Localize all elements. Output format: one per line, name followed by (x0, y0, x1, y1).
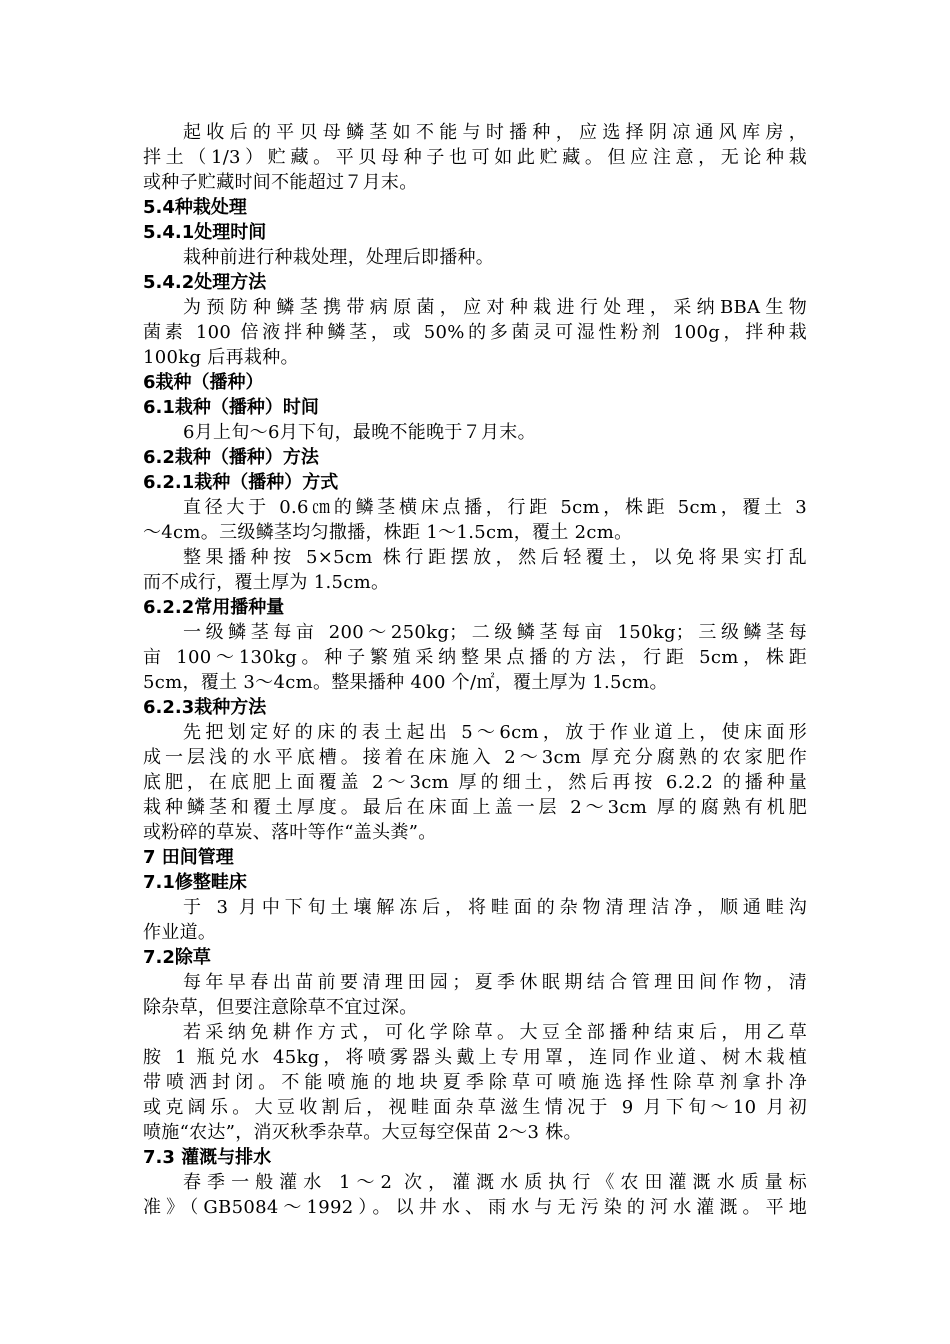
section-heading: 6栽种（播种） (143, 372, 264, 393)
paragraph-line: 直径大于 0.6㎝的鳞茎横床点播，行距 5cm，株距 5cm，覆土 3 (183, 497, 807, 518)
paragraph-line: 准》（GB5084～1992）。以井水、雨水与无污染的河水灌溉。平地 (143, 1197, 807, 1218)
paragraph-line: 亩 100～130kg。种子繁殖采纳整果点播的方法，行距 5cm，株距 (143, 647, 807, 668)
paragraph-line: 或种子贮藏时间不能超过７月末。 (143, 172, 418, 193)
paragraph-line: ～4cm。三级鳞茎均匀撒播，株距 1～1.5cm，覆土 2cm。 (143, 522, 633, 543)
section-heading: 5.4.2处理方法 (143, 272, 267, 293)
paragraph-line: 起收后的平贝母鳞茎如不能与时播种，应选择阴凉通风库房， (183, 122, 807, 143)
section-heading: 6.2.2常用播种量 (143, 597, 285, 618)
section-heading: 6.2.3栽种方法 (143, 697, 267, 718)
paragraph-line: 栽种鳞茎和覆土厚度。最后在床面上盖一层 2～3cm 厚的腐熟有机肥 (143, 797, 807, 818)
paragraph-line: 或克阔乐。大豆收割后，视畦面杂草滋生情况于 9 月下旬～10 月初 (143, 1097, 807, 1118)
paragraph-line: 除杂草，但要注意除草不宜过深。 (143, 997, 418, 1018)
section-heading: 7 田间管理 (143, 847, 234, 868)
paragraph-line: 或粉碎的草炭、落叶等作“盖头粪”。 (143, 822, 437, 843)
paragraph-line: 菌素 100 倍液拌种鳞茎，或 50%的多菌灵可湿性粉剂 100g，拌种栽 (143, 322, 807, 343)
section-heading: 6.2栽种（播种）方法 (143, 447, 319, 468)
paragraph-line: 先把划定好的床的表土起出 5～6cm，放于作业道上，使床面形 (183, 722, 807, 743)
paragraph-line: 成一层浅的水平底槽。接着在床施入 2～3cm 厚充分腐熟的农家肥作 (143, 747, 807, 768)
paragraph-line: 春季一般灌水 1～2 次，灌溉水质执行《农田灌溉水质量标 (183, 1172, 807, 1193)
paragraph-line: 100kg 后再栽种。 (143, 347, 299, 368)
section-heading: 7.2除草 (143, 947, 211, 968)
paragraph-line: 每年早春出苗前要清理田园；夏季休眠期结合管理田间作物，清 (183, 972, 807, 993)
section-heading: 7.3 灌溉与排水 (143, 1147, 272, 1168)
paragraph-line: 底肥，在底肥上面覆盖 2～3cm 厚的细土，然后再按 6.2.2 的播种量 (143, 772, 807, 793)
paragraph-line: 若采纳免耕作方式，可化学除草。大豆全部播种结束后，用乙草 (183, 1022, 807, 1043)
section-heading: 5.4种栽处理 (143, 197, 247, 218)
paragraph-line: 拌土（1/3）贮藏。平贝母种子也可如此贮藏。但应注意，无论种栽 (143, 147, 807, 168)
paragraph-line: 带喷洒封闭。不能喷施的地块夏季除草可喷施选择性除草剂拿扑净 (143, 1072, 807, 1093)
paragraph-line: 于 3 月中下旬土壤解冻后，将畦面的杂物清理洁净，顺通畦沟 (183, 897, 807, 918)
paragraph-line: 5cm，覆土 3～4cm。整果播种 400 个/㎡，覆土厚为 1.5cm。 (143, 672, 668, 693)
paragraph-line: 整果播种按 5×5cm 株行距摆放，然后轻覆土，以免将果实打乱 (183, 547, 807, 568)
paragraph-line: 作业道。 (143, 922, 217, 943)
section-heading: 5.4.1处理时间 (143, 222, 267, 243)
paragraph-line: 6月上旬～6月下旬，最晚不能晚于７月末。 (183, 422, 536, 443)
paragraph-line: 胺 1 瓶兑水 45kg，将喷雾器头戴上专用罩，连同作业道、树木栽植 (143, 1047, 807, 1068)
section-heading: 6.1栽种（播种）时间 (143, 397, 319, 418)
paragraph-line: 而不成行，覆土厚为 1.5cm。 (143, 572, 390, 593)
paragraph-line: 栽种前进行种栽处理，处理后即播种。 (183, 247, 495, 268)
section-heading: 7.1修整畦床 (143, 872, 247, 893)
paragraph-line: 一级鳞茎每亩 200～250kg；二级鳞茎每亩 150kg；三级鳞茎每 (183, 622, 807, 643)
document-body (143, 120, 807, 1220)
paragraph-line: 为预防种鳞茎携带病原菌，应对种栽进行处理，采纳BBA生物 (183, 297, 807, 318)
section-heading: 6.2.1栽种（播种）方式 (143, 472, 339, 493)
paragraph-line: 喷施“农达”，消灭秋季杂草。大豆每空保苗 2～3 株。 (143, 1122, 582, 1143)
